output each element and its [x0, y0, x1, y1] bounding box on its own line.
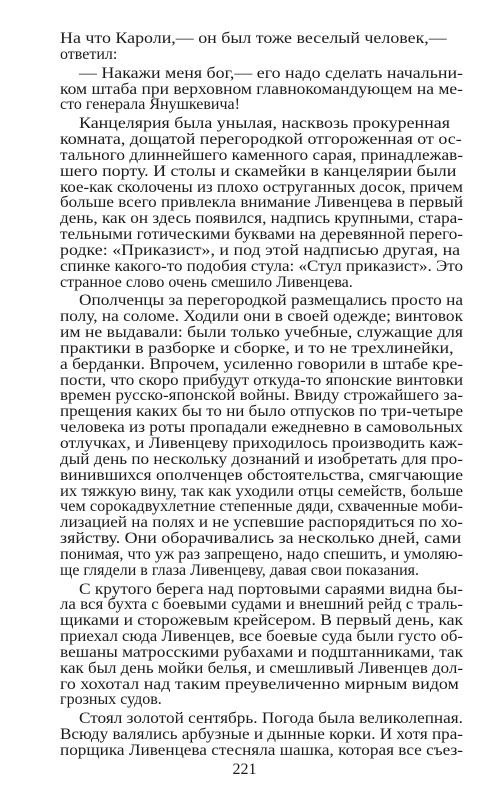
text-line: их тяжкую вину, так как уходили отцы семейств, больше: [60, 483, 464, 500]
text-line: чем сорокадвухлетние степенные дяди, схваченные моби-: [60, 498, 463, 515]
text-line: шего порту. И столы и скамейки в канцелярии были: [60, 163, 457, 180]
text-line: больше всего привлекла внимание Ливенцева в первый: [60, 194, 463, 211]
text-line: винившихся ополченцев обстоятельства, смягчающие: [60, 467, 464, 484]
text-line: На что Кароли,— он был тоже веселый человек,—: [60, 30, 447, 47]
text-line: Стоял золотой сентябрь. Погода была великолепная.: [79, 710, 463, 727]
text-line: им не выдавали: были только учебные, служащие для: [60, 324, 464, 341]
text-line: странное слово очень смешило Ливенцева.: [60, 274, 353, 291]
text-line: грозных судов.: [60, 691, 162, 708]
text-line: понимая, что уж раз запрещено, надо спешить, и умоляю-: [60, 546, 464, 563]
text-line: как был день мойки белья, и смешливый Ливенцев дол-: [60, 660, 464, 677]
text-line: — Накажи меня бог,— его надо сделать начальни-: [79, 65, 463, 82]
text-line: зяйству. Они оборачивались за несколько дней, сами: [60, 530, 462, 547]
text-line: отлучках, и Ливенцеву приходилось производить каж-: [60, 435, 463, 452]
text-line: пости, что скоро прибудут откуда-то японские винтовки: [60, 372, 463, 389]
text-line: приехал сюда Ливенцев, все боевые суда были густо об-: [60, 628, 464, 645]
text-line: ком штаба при верховном главнокомандующем на ме-: [60, 81, 463, 98]
text-line: полу, на соломе. Ходили они в своей одежде; винтовок: [60, 308, 463, 325]
text-line: практики в разборке и сборке, и то не трехлинейки,: [60, 340, 454, 357]
text-line: кое-как сколочены из плохо оструганных досок, причем: [60, 179, 463, 196]
text-line: времен русско-японской войны. Ввиду строжайшего за-: [60, 387, 464, 404]
text-line: Всюду валялись арбузные и дынные корки. И хотя пра-: [60, 726, 464, 743]
text-line: Канцелярия была унылая, насквозь прокуренная: [79, 115, 450, 132]
text-line: сто генерала Янушкевича!: [60, 96, 240, 113]
text-line: человека из роты пропадали ежедневно в самовольных: [60, 419, 464, 436]
text-line: Ополченцы за перегородкой размещались просто на: [79, 292, 463, 309]
text-line: тельными готическими буквами на деревянной перего-: [60, 226, 464, 243]
text-line: ла вся бухта с боевыми судами и внешний рейд с траль-: [60, 596, 463, 613]
text-line: вешаны матросскими рубахами и подштанниками, так: [60, 644, 464, 661]
text-line: тального длиннейшего каменного сарая, принадлежав-: [60, 147, 463, 164]
text-line: родке: «Приказист», и под этой надписью другая, на: [60, 242, 461, 259]
text-line: ще глядели в глаза Ливенцеву, давая свои показания.: [60, 562, 419, 579]
text-line: лизацией на полях и не успевшие распорядиться по хо-: [60, 514, 463, 531]
text-line: а берданки. Впрочем, усиленно говорили в штабе кре-: [60, 356, 463, 373]
text-line: ответил:: [60, 46, 118, 63]
text-line: комната, дощатой перегородкой отгороженная от ос-: [60, 131, 462, 148]
text-line: спинке какого-то подобия стула: «Стул приказист». Это: [60, 258, 463, 275]
text-line: порщика Ливенцева стесняла шашка, которая все съез-: [60, 742, 463, 759]
text-line: дый день по нескольку дознаний и изобретать для про-: [60, 451, 463, 468]
text-line: прещения каких бы то ни было отпусков по три-четыре: [60, 403, 464, 420]
text-line: щиками и сторожевым крейсером. В первый день, как: [60, 612, 463, 629]
text-line: го хохотал над таким преувеличенно мирным видом: [60, 676, 459, 693]
page-number: 221: [232, 761, 257, 778]
text-line: день, как он здесь появился, надпись крупными, стара-: [60, 210, 464, 227]
text-line: С крутого берега над портовыми сараями видна бы-: [79, 581, 463, 598]
